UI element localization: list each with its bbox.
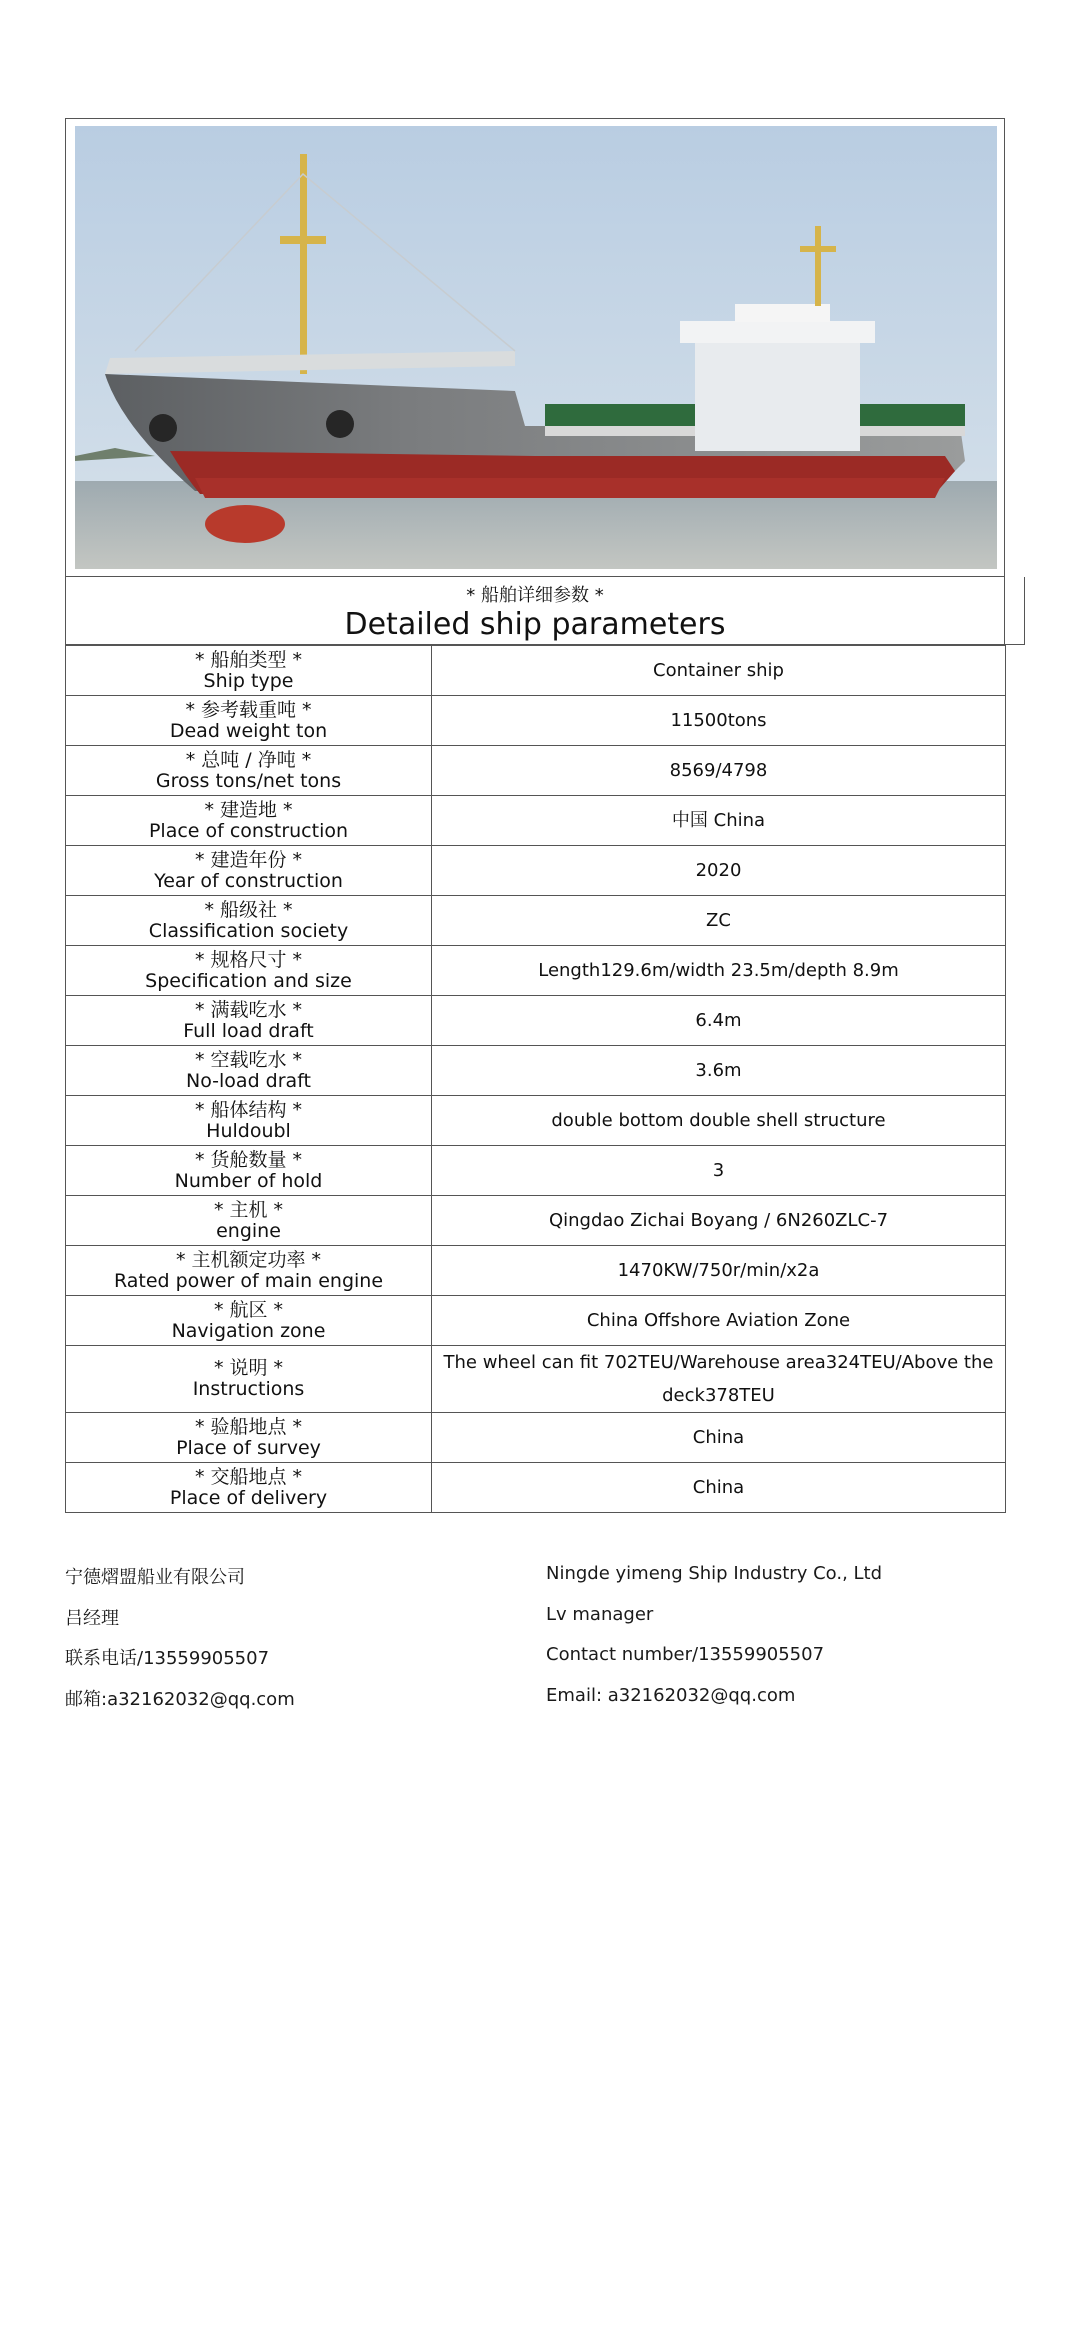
contact-row-phone (65, 1644, 1025, 1685)
param-value: 3.6m (432, 1046, 1006, 1096)
manager-en: Lv manager (546, 1603, 654, 1625)
param-label-cn: * 主机 * (213, 1198, 284, 1221)
table-row (66, 846, 1006, 896)
param-label-en: Ship type (203, 669, 294, 692)
param-value: China Offshore Aviation Zone (432, 1296, 1006, 1346)
param-value: ZC (432, 896, 1006, 946)
param-label (66, 946, 432, 996)
param-label-cn: * 参考载重吨 * (185, 698, 312, 721)
email-en[interactable]: Email: a32162032@qq.com (546, 1684, 796, 1706)
manager-cn: 吕经理 (65, 1607, 119, 1629)
heading-cn: * 船舶详细参数 * (466, 585, 604, 606)
contact-row-email (65, 1685, 1025, 1726)
param-label (66, 1346, 432, 1413)
param-label (66, 896, 432, 946)
param-label-cn: * 交船地点 * (194, 1465, 303, 1488)
param-label-en: Place of construction (148, 819, 349, 842)
table-row (66, 1096, 1006, 1146)
phone-cn[interactable]: 联系电话/13559905507 (65, 1648, 270, 1669)
param-label-cn: * 满载吃水 * (194, 998, 303, 1021)
param-value: 11500tons (432, 696, 1006, 746)
param-label-en: Classification society (148, 919, 349, 942)
param-label (66, 1296, 432, 1346)
param-label (66, 746, 432, 796)
phone-en[interactable]: Contact number/13559905507 (546, 1644, 825, 1665)
ship-photo-frame (65, 118, 1005, 577)
contact-row-manager (65, 1604, 1025, 1645)
param-label-en: Rated power of main engine (113, 1269, 384, 1292)
parameters-table (65, 645, 1006, 1513)
param-label-en: Dead weight ton (169, 719, 328, 742)
param-label-cn: * 空载吃水 * (194, 1048, 303, 1071)
param-label (66, 1196, 432, 1246)
param-label-cn: * 建造年份 * (194, 848, 303, 871)
param-value: Container ship (432, 646, 1006, 696)
table-row (66, 1413, 1006, 1463)
param-label-en: Year of construction (154, 869, 343, 892)
param-value: 中国 China (432, 796, 1006, 846)
param-value: China (432, 1463, 1006, 1513)
param-label-en: No-load draft (185, 1069, 311, 1092)
param-label-en: Huldoubl (206, 1119, 291, 1142)
table-row (66, 646, 1006, 696)
param-label-cn: * 货舱数量 * (194, 1148, 303, 1171)
param-label-cn: * 船级社 * (204, 898, 293, 921)
table-row (66, 1196, 1006, 1246)
param-label (66, 796, 432, 846)
param-value: 8569/4798 (432, 746, 1006, 796)
heading-en: Detailed ship parameters (344, 607, 726, 642)
param-label (66, 646, 432, 696)
param-value: Length129.6m/width 23.5m/depth 8.9m (432, 946, 1006, 996)
table-row (66, 896, 1006, 946)
param-label (66, 846, 432, 896)
table-row (66, 996, 1006, 1046)
param-label-cn: * 验船地点 * (194, 1415, 303, 1438)
param-label (66, 1246, 432, 1296)
param-label-cn: * 说明 * (213, 1357, 284, 1379)
param-label (66, 1413, 432, 1463)
param-label-en: Navigation zone (171, 1319, 326, 1342)
param-label-cn: * 船舶类型 * (194, 648, 303, 671)
table-row (66, 696, 1006, 746)
table-row (66, 946, 1006, 996)
email-cn[interactable]: 邮箱:a32162032@qq.com (65, 1688, 295, 1710)
param-value: 6.4m (432, 996, 1006, 1046)
contact-info (65, 1563, 1025, 1725)
param-label-en: Place of delivery (169, 1486, 328, 1509)
table-row (66, 746, 1006, 796)
param-label-en: engine (216, 1219, 281, 1242)
param-label-cn: * 船体结构 * (194, 1098, 303, 1121)
company-name-cn: 宁德熠盟船业有限公司 (65, 1567, 245, 1588)
param-value: China (432, 1413, 1006, 1463)
param-label-cn: * 航区 * (213, 1298, 284, 1321)
param-value: Qingdao Zichai Boyang / 6N260ZLC-7 (432, 1196, 1006, 1246)
param-label (66, 996, 432, 1046)
param-label-cn: * 主机额定功率 * (175, 1248, 322, 1271)
ship-photo (75, 126, 997, 569)
param-label-cn: * 规格尺寸 * (194, 948, 303, 971)
param-label-cn: * 总吨 / 净吨 * (185, 748, 312, 771)
param-label-en: Gross tons/net tons (155, 769, 342, 792)
param-label-en: Specification and size (145, 969, 352, 992)
param-value: 3 (432, 1146, 1006, 1196)
param-label-cn: * 建造地 * (204, 798, 293, 821)
table-row (66, 1146, 1006, 1196)
ship-spec-sheet (65, 118, 1005, 1513)
table-row (66, 796, 1006, 846)
param-value: 2020 (432, 846, 1006, 896)
param-label-en: Number of hold (174, 1169, 323, 1192)
contact-row-company (65, 1563, 1025, 1604)
param-label (66, 696, 432, 746)
parameters-heading (65, 577, 1005, 645)
param-label-en: Place of survey (176, 1436, 321, 1459)
table-row (66, 1296, 1006, 1346)
param-label (66, 1463, 432, 1513)
param-value: double bottom double shell structure (432, 1096, 1006, 1146)
company-name-en: Ningde yimeng Ship Industry Co., Ltd (546, 1563, 883, 1584)
param-value: 1470KW/750r/min/x2a (432, 1246, 1006, 1296)
param-label-en: Instructions (192, 1378, 305, 1400)
param-value: The wheel can fit 702TEU/Warehouse area324TEU/Above the deck378TEU (432, 1346, 1006, 1413)
param-label (66, 1096, 432, 1146)
table-row (66, 1463, 1006, 1513)
param-label (66, 1146, 432, 1196)
table-row (66, 1046, 1006, 1096)
param-label-en: Full load draft (183, 1019, 314, 1042)
table-row (66, 1246, 1006, 1296)
param-label (66, 1046, 432, 1096)
table-row (66, 1346, 1006, 1413)
